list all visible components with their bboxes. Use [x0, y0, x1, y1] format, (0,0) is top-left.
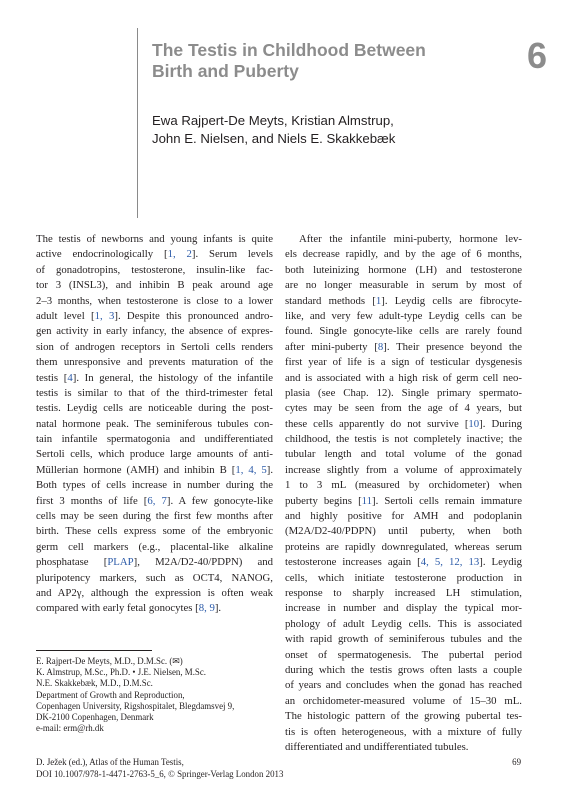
affiliation-line: N.E. Skakkebæk, M.D., D.M.Sc.: [36, 678, 153, 689]
body-text-line: After the infantile mini-puberty, hormone lev-: [299, 233, 522, 245]
body-text-line: with rapid growth of seminiferous tubules and the: [285, 633, 522, 646]
body-text-line: are no longer measurable in serum by most of: [285, 279, 522, 292]
body-text-line: adult level [1, 3]. Despite this pronounced andro-: [36, 309, 274, 322]
body-text-line: an orchidometer-measured volume of 15–30 mL.: [285, 694, 522, 707]
author-affiliations: [36, 656, 234, 734]
body-text-line: like, and very few adult-type Leydig cells can be: [285, 309, 522, 322]
citation-link[interactable]: 4: [67, 371, 73, 384]
body-right-column: [285, 232, 522, 755]
header-vertical-rule: [137, 28, 138, 218]
affiliation-line: Department of Growth and Reproduction,: [36, 689, 185, 700]
body-text-line: and highly positive for AMH and podoplanin: [285, 510, 522, 523]
citation-link[interactable]: 8, 9: [198, 602, 215, 615]
body-text-line: first 3 months of life [6, 7]. A few gonocyte-like: [36, 494, 274, 507]
body-text-line: tain infantile spermatogonia and undifferentiated: [36, 433, 273, 446]
body-text-line: standard methods [1]. Leydig cells are fibrocyte-: [285, 294, 522, 307]
body-text-line: onset of spermatogenesis. The pubertal period: [285, 648, 522, 661]
doi-copyright: DOI 10.1007/978-1-4471-2763-5_6, © Springer-Verlag London 2013: [36, 768, 284, 779]
body-text-line: childhood, the testis is not completely inactive; the: [285, 433, 522, 446]
page-number: 69: [512, 757, 521, 767]
body-text-line: proteins are rapidly downregulated, whereas serum: [285, 540, 522, 553]
citation-link[interactable]: 1: [375, 294, 382, 307]
body-text-line: first year of life is a sign of testicular dysgenesis: [285, 356, 522, 369]
affiliation-line: DK-2100 Copenhagen, Denmark: [36, 712, 154, 723]
author-list: [152, 112, 395, 148]
author-line: Ewa Rajpert-De Meyts, Kristian Almstrup,: [152, 113, 394, 128]
book-citation: D. Ježek (ed.), Atlas of the Human Testis,: [36, 757, 184, 767]
body-text-line: sion of androgen receptors in Sertoli cells renders: [36, 340, 273, 353]
body-text-line: increase in number and display the typical mor-: [285, 602, 522, 615]
body-text-line: 1 to 3 mL (measured by orchidometer) when: [285, 479, 522, 492]
body-text-line: during which the testis grows often lasts a couple: [285, 663, 522, 676]
body-text-line: testis is similar to that of the third-trimester fetal: [36, 386, 273, 399]
chapter-number: 6: [526, 35, 547, 76]
body-text-line: them unresponsive and prevents maturation of the: [36, 356, 273, 369]
body-left-column: [36, 232, 273, 617]
body-text-line: tor 3 (INSL3), and inhibin B peak around age: [36, 279, 273, 292]
body-text-line: pluripotency markers, such as OCT4, NANOG,: [36, 571, 273, 584]
body-text-line: The testis of newborns and young infants is quite: [36, 233, 273, 245]
citation-link[interactable]: 4, 5, 12, 13: [420, 556, 480, 569]
citation-link[interactable]: 1, 3: [94, 309, 115, 322]
body-text-line: Sertoli cells, which produce large amounts of anti-: [36, 448, 273, 461]
body-text-line: birth. These cells express some of the embryonic: [36, 525, 273, 538]
citation-link[interactable]: 1, 4, 5: [235, 463, 267, 476]
body-text-line: testis. Leydig cells are noticeable during the post-: [36, 402, 273, 415]
body-text-line: (M2A/D2-40/PDPN) until puberty, when both: [285, 525, 522, 538]
body-text-line: Müllerian hormone (AMH) and inhibin B [1, 4, 5].: [36, 463, 273, 476]
citation-link[interactable]: 8: [377, 340, 384, 353]
body-text-line: phosphatase [PLAP], M2A/D2-40/PDPN) and: [36, 556, 273, 569]
author-line: John E. Nielsen, and Niels E. Skakkebæk: [152, 131, 396, 146]
citation-link[interactable]: 1, 2: [167, 248, 192, 261]
body-text-line: increase slightly from a volume of approximately: [285, 463, 522, 476]
body-text-line: els decrease rapidly, and by the age of 6 months,: [285, 248, 522, 261]
body-text-line: phology of adult Leydig cells. This is associated: [285, 617, 522, 630]
body-text-line: cytes may be seen from the age of 4 years, but: [285, 402, 522, 415]
body-text-line: after mini-puberty [8]. Their presence beyond the: [285, 340, 522, 353]
chapter-title: [152, 40, 482, 82]
citation-link[interactable]: PLAP: [107, 556, 134, 569]
body-text-line: these cells apparently do not survive [10]. During: [285, 417, 522, 430]
body-text-line: cells, which initiate testosterone production in: [285, 571, 522, 584]
chapter-title-line-2: Birth and Puberty: [152, 61, 299, 81]
footnote-rule: [36, 650, 152, 651]
body-text-line: cells may be seen during the first few months after: [36, 510, 273, 523]
body-text-line: natal hormone peak. The seminiferous tubules con-: [36, 417, 273, 430]
affiliation-line: E. Rajpert-De Meyts, M.D., D.M.Sc. (✉): [36, 656, 183, 666]
body-text-line: active endocrinologically [1, 2]. Serum levels: [36, 248, 273, 261]
body-text-line: compared with early fetal gonocytes [8, 9].: [36, 602, 222, 615]
citation-link[interactable]: 11: [361, 494, 373, 507]
body-text-line: found. Single gonocyte-like cells are rarely found: [285, 325, 522, 338]
body-text-line: tubular length and total volume of the gonad: [285, 448, 522, 461]
body-text-line: puberty begins [11]. Sertoli cells remain immature: [285, 494, 523, 507]
body-text-line: The histologic pattern of the growing pubertal tes-: [285, 710, 522, 723]
body-text-line: testis [4]. In general, the histology of the infantile: [36, 371, 273, 384]
body-text-line: plasia (see Chap. 12). Single primary spermato-: [285, 386, 522, 399]
citation-link[interactable]: 10: [468, 417, 480, 430]
body-text-line: germ cell markers (e.g., placental-like alkaline: [36, 540, 273, 553]
body-text-line: testosterone increases again [4, 5, 12, 13]. Leydig: [285, 556, 522, 569]
body-text-line: of gonadotropins, testosterone, insulin-like fac-: [36, 263, 273, 276]
citation-link[interactable]: 6, 7: [147, 494, 167, 507]
body-text-line: gen activity in early infancy, the absence of expres-: [36, 325, 273, 338]
affiliation-email: e-mail: erm@rh.dk: [36, 723, 104, 734]
body-text-line: both luteinizing hormone (LH) and testosterone: [285, 263, 522, 276]
affiliation-line: K. Almstrup, M.Sc., Ph.D. • J.E. Nielsen, M.Sc.: [36, 667, 207, 678]
body-text-line: tis is often heterogeneous, with a mixture of fully: [285, 725, 522, 738]
page-footer: [36, 757, 283, 780]
body-text-line: and is associated with a high risk of germ cell neo-: [285, 371, 522, 384]
chapter-title-line-1: The Testis in Childhood Between: [152, 40, 426, 60]
body-text-line: and AP2γ, although the expression is often weak: [36, 586, 273, 599]
body-text-line: differentiated and undifferentiated tubules.: [285, 740, 469, 753]
affiliation-line: Copenhagen University, Rigshospitalet, Blegdamsvej 9,: [36, 700, 235, 711]
body-text-line: Both types of cells increase in number during the: [36, 479, 273, 492]
body-text-line: 2–3 months, when testosterone is close to a lower: [36, 294, 273, 307]
body-text-line: response to sharply increased LH stimulation,: [285, 586, 522, 599]
body-text-line: of years and concludes when the gonad has reached: [285, 679, 522, 692]
